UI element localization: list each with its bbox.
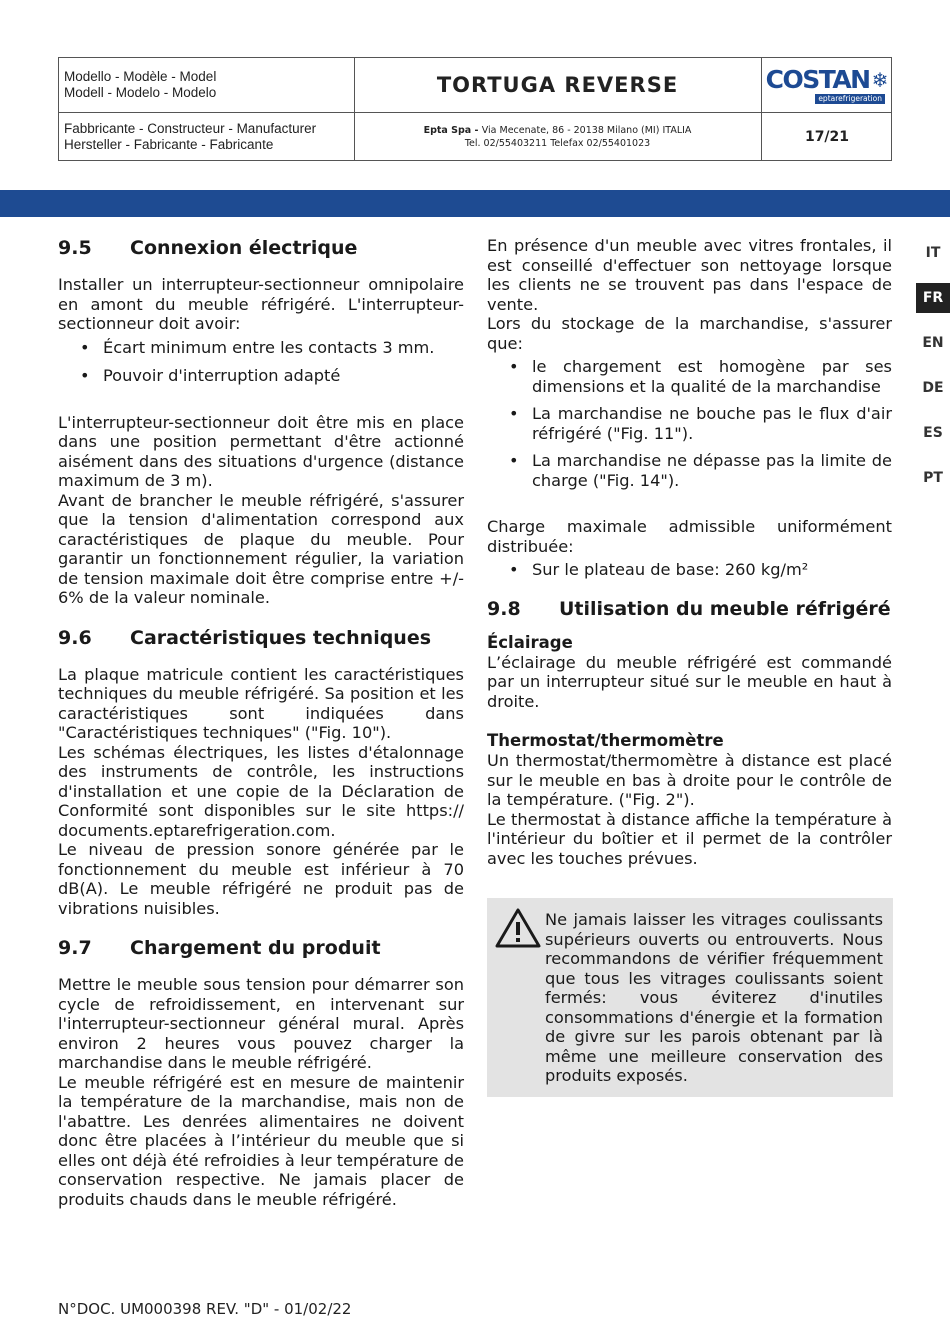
document-header <box>58 57 892 161</box>
lang-tab-fr[interactable]: FR <box>916 283 950 313</box>
paragraph: L’éclairage du meuble réfrigéré est commandé par un interrupteur situé sur le meuble en haut à droite. <box>487 652 892 711</box>
warning-triangle-icon <box>495 907 541 949</box>
model-title: TORTUGA REVERSE <box>436 73 679 97</box>
left-column <box>58 236 464 1209</box>
manufacturer-label-line-2: Hersteller - Fabricante - Fabricante <box>64 137 274 152</box>
manufacturer-address <box>354 112 761 162</box>
header-band <box>0 190 950 217</box>
lang-tab-es[interactable]: ES <box>923 425 943 441</box>
section-heading-9-7 <box>58 936 464 960</box>
bullet-list <box>58 338 464 386</box>
snowflake-icon: ❄ <box>871 67 889 92</box>
paragraph: Avant de brancher le meuble réfrigéré, s'assurer que la tension d'alimentation correspond aux caractéristiques de plaque du meuble. Pour garantir un fonctionnement régulier, la variation de tension maximale doit être comprise entre +/- 6% de la valeur nominale. <box>58 490 464 607</box>
list-item: • le chargement est homogène par ses dimensions et la qualité de la marchandise <box>487 357 892 396</box>
lang-tab-de[interactable]: DE <box>922 380 944 396</box>
list-item: • La marchandise ne dépasse pas la limite de charge ("Fig. 14"). <box>487 451 892 490</box>
paragraph: L'interrupteur-sectionneur doit être mis en place dans une position permettant d'être actionné aisément dans des situations d'urgence (distance maximum de 3 m). <box>58 412 464 490</box>
section-heading-9-6 <box>58 626 464 650</box>
lang-tab-pt[interactable]: PT <box>923 470 943 486</box>
list-item: • Écart minimum entre les contacts 3 mm. <box>58 338 464 358</box>
manufacturer-label <box>59 112 354 162</box>
section-heading-9-8 <box>487 597 892 621</box>
paragraph: Le niveau de pression sonore générée par le fonctionnement du meuble est inférieur à 70 dB(A). Le meuble réfrigéré ne produit pas de vibrations nuisibles. <box>58 840 464 918</box>
subheading: Éclairage <box>487 632 573 652</box>
company-name: Epta Spa - <box>423 125 482 136</box>
company-address: Via Mecenate, 86 - 20138 Milano (MI) ITALIA <box>481 125 692 136</box>
section-title: Caractéristiques techniques <box>130 626 432 649</box>
paragraph: Le thermostat à distance affiche la température à l'intérieur du boîtier et il permet de la contrôler avec les touches prévues. <box>487 809 892 868</box>
section-number: 9.5 <box>58 237 92 259</box>
page-number: 17/21 <box>804 129 850 145</box>
costan-logo <box>761 58 893 112</box>
paragraph: Les schémas électriques, les listes d'étalonnage des instruments de contrôle, les instructions d'installation et une copie de la Déclaration de Conformité sont disponibles sur le site https:// documents.eptarefrigeration.com. <box>58 742 464 840</box>
warning-text: Ne jamais laisser les vitrages coulissants supérieurs ouverts ou entrouverts. Nous recommandons de vérifier fréquemment que tous les vitrages coulissants soient fermés: vous éviterez d'inutiles consommations d'énergie et la formation de givre sur les parois obtenant par là même une meilleure conservation des produits exposés. <box>545 910 883 1085</box>
document-number: N°DOC. UM000398 REV. "D" - 01/02/22 <box>58 1300 352 1318</box>
language-tabs <box>916 238 950 508</box>
warning-box <box>487 898 893 1097</box>
section-number: 9.6 <box>58 626 92 649</box>
manufacturer-label-line-1: Fabbricante - Constructeur - Manufacturer <box>64 121 317 136</box>
section-number: 9.8 <box>487 597 521 620</box>
section-number: 9.7 <box>58 937 92 959</box>
bullet-list <box>487 560 892 580</box>
list-item: • La marchandise ne bouche pas le flux d'air réfrigéré ("Fig. 11"). <box>487 404 892 443</box>
bullet-list <box>487 357 892 490</box>
paragraph: Mettre le meuble sous tension pour démarrer son cycle de refroidissement, en intervenant sur l'interrupteur-sectionneur général mural. Après environ 2 heures vous pouvez charger la marchandise dans le meuble réfrigéré. <box>58 975 464 1072</box>
paragraph: Installer un interrupteur-sectionneur omnipolaire en amont du meuble réfrigéré. L'interrupteur-sectionneur doit avoir: <box>58 275 464 333</box>
paragraph: La plaque matricule contient les caractéristiques techniques du meuble réfrigéré. Sa position et les caractéristiques sont indiquées dans "Caractéristiques techniques" ("Fig. 10"). <box>58 664 464 742</box>
logo-subtitle: eptarefrigeration <box>815 94 885 104</box>
paragraph: Un thermostat/thermomètre à distance est placé sur le meuble en bas à droite pour le contrôle de la température. ("Fig. 2"). <box>487 751 892 809</box>
model-label-line-2: Modell - Modelo - Modelo <box>64 85 217 100</box>
right-column <box>487 236 892 868</box>
paragraph: En présence d'un meuble avec vitres frontales, il est conseillé d'effectuer son nettoyage lorsque les clients ne se trouvent pas dans l'espace de vente. <box>487 236 892 314</box>
paragraph: Le meuble réfrigéré est en mesure de maintenir la température de la marchandise, mais non de l'abattre. Les denrées alimentaires ne doivent donc être placées à l’intérieur du meuble que si elles ont déjà été refroidies à leur température de conservation respective. Ne jamais placer de produits chauds dans le meuble réfrigéré. <box>58 1072 464 1209</box>
list-item: • Sur le plateau de base: 260 kg/m² <box>487 560 892 580</box>
subheading: Thermostat/thermomètre <box>487 731 724 750</box>
logo-wordmark: COSTAN <box>765 64 870 94</box>
paragraph: Charge maximale admissible uniformément distribuée: <box>487 517 892 556</box>
model-label <box>59 58 354 112</box>
lang-tab-en[interactable]: EN <box>922 335 944 351</box>
section-heading-9-5 <box>58 236 464 260</box>
paragraph: Lors du stockage de la marchandise, s'assurer que: <box>487 314 892 353</box>
lang-tab-it[interactable]: IT <box>925 245 941 261</box>
section-title: Connexion électrique <box>130 237 358 259</box>
company-phone: Tel. 02/55403211 Telefax 02/55401023 <box>464 138 651 149</box>
section-title: Utilisation du meuble réfrigéré <box>559 597 891 620</box>
list-item: • Pouvoir d'interruption adapté <box>58 366 464 386</box>
model-label-line-1: Modello - Modèle - Model <box>64 69 217 84</box>
section-title: Chargement du produit <box>130 937 381 959</box>
